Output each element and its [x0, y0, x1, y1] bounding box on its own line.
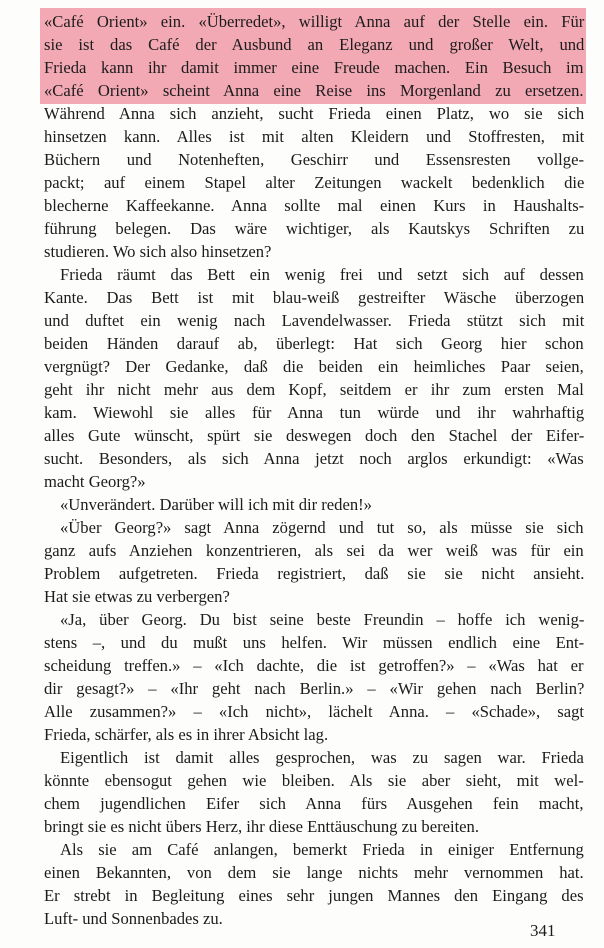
text-line: Er strebt in Begleitung eines sehr jungen Mannes den Eingang des: [44, 886, 584, 905]
text-line: Büchern und Notenheften, Geschirr und Essensresten vollge-: [44, 150, 584, 169]
page-number: 341: [530, 921, 556, 940]
text-line: Während Anna sich anzieht, sucht Frieda einen Platz, wo sie sich: [44, 104, 585, 123]
text-line: «Café Orient» scheint Anna eine Reise ins Morgenland zu ersetzen.: [44, 81, 584, 100]
text-line: und duftet ein wenig nach Lavendelwasser. Frieda stützt sich mit: [44, 311, 585, 330]
text-line: Hat sie etwas zu verbergen?: [44, 587, 230, 606]
text-line: dir gesagt?» – «Ihr geht nach Berlin.» – «Wir gehen nach Berlin?: [44, 679, 585, 698]
text-line: studieren. Wo sich also hinsetzen?: [44, 242, 272, 261]
text-line: sucht. Besonders, als sich Anna jetzt noch arglos erkundigt: «Was: [44, 449, 584, 468]
paragraph-start-line: Als sie am Café anlangen, bemerkt Frieda in einiger Entfernung: [60, 840, 584, 859]
text-line: Frieda, schärfer, als es in ihrer Absicht lag.: [44, 725, 329, 744]
text-line: geht ihr nicht mehr aus dem Kopf, seitdem er ihr zum ersten Mal: [44, 380, 584, 399]
text-line: alles Gute wünscht, spürt sie deswegen doch den Stachel der Eifer-: [44, 426, 585, 445]
text-line: hinsetzen kann. Alles ist mit alten Kleidern und Stoffresten, mit: [44, 127, 585, 146]
text-line: stens –, und du mußt uns helfen. Wir müssen endlich eine Ent-: [44, 633, 585, 652]
text-line: beiden Händen darauf ab, überlegt: Hat sich Georg hier schon: [44, 334, 584, 353]
text-line: blecherne Kaffeekanne. Anna sollte mal einen Kurs in Haushalts-: [44, 196, 585, 215]
text-line: einen Bekannten, von dem sie lange nichts mehr vernommen hat.: [44, 863, 584, 882]
text-line: führung belegen. Das wäre wichtiger, als Kautskys Schriften zu: [44, 219, 585, 238]
text-line: macht Georg?»: [44, 472, 146, 491]
text-line: ganz aufs Anziehen konzentrieren, als sei da wer weiß was für ein: [44, 541, 584, 560]
text-line: chem jugendlichen Eifer sich Anna fürs Ausgehen fein macht,: [44, 794, 584, 813]
paragraph-start-line: «Unverändert. Darüber will ich mit dir reden!»: [60, 495, 372, 514]
paragraph-start-line: Frieda räumt das Bett ein wenig frei und setzt sich auf dessen: [60, 265, 584, 284]
text-line: scheidung treffen.» – «Ich dachte, die ist getroffen?» – «Was hat er: [44, 656, 584, 675]
paragraph-start-line: «Über Georg?» sagt Anna zögernd und tut so, als müsse sie sich: [60, 518, 584, 537]
text-line: packt; auf einem Stapel alter Zeitungen wackelt bedenklich die: [44, 173, 585, 192]
text-line: könnte ebensogut gehen wie bleiben. Als sie aber sieht, mit wel-: [44, 771, 584, 790]
text-line: vergnügt? Der Gedanke, daß die beiden ein heimliches Paar seien,: [44, 357, 584, 376]
text-line: sie ist das Café der Ausbund an Eleganz und großer Welt, und: [44, 35, 585, 54]
text-line: Problem aufgetreten. Frieda registriert, daß sie sie nicht ansieht.: [44, 564, 585, 583]
paragraph-start-line: «Ja, über Georg. Du bist seine beste Freundin – hoffe ich wenig-: [60, 610, 585, 629]
text-line: kam. Wiewohl sie alles für Anna tun würde und ihr wahrhaftig: [44, 403, 585, 422]
text-line: Alle zusammen?» – «Ich nicht», lächelt Anna. – «Schade», sagt: [44, 702, 585, 721]
paragraph-start-line: Eigentlich ist damit alles gesprochen, was zu sagen war. Frieda: [60, 748, 584, 767]
text-line: bringt sie es nicht übers Herz, ihr diese Enttäuschung zu bereiten.: [44, 817, 479, 836]
text-line: Luft- und Sonnenbades zu.: [44, 909, 223, 928]
text-line: «Café Orient» ein. «Überredet», willigt Anna auf der Stelle ein. Für: [44, 12, 585, 31]
text-line: Kante. Das Bett ist mit blau-weiß gestreifter Wäsche überzogen: [44, 288, 585, 307]
text-line: Frieda kann ihr damit immer eine Freude machen. Ein Besuch im: [44, 58, 584, 77]
